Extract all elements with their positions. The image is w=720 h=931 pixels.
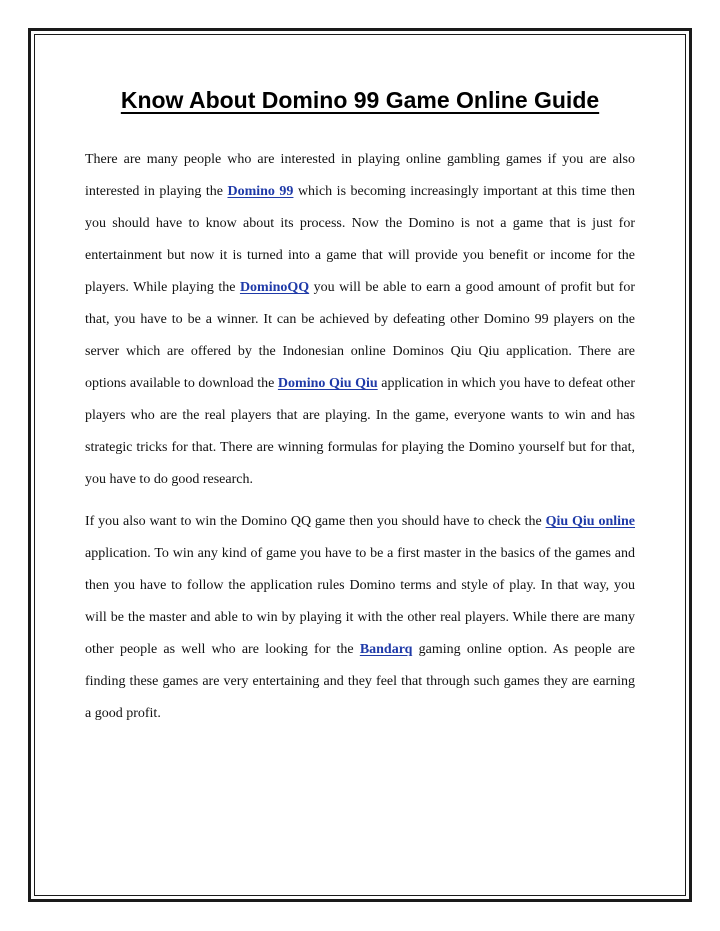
domino-99-link[interactable]: Domino 99	[227, 184, 294, 199]
paragraph-1	[85, 144, 635, 496]
paragraph-1-text-1: There are many people who are interested in playing online gambling games if you are also interested in playing the	[85, 152, 635, 199]
paragraph-2-text-1: If you also want to win the Domino QQ game then you should have to check the	[85, 514, 546, 529]
qiu-qiu-online-link[interactable]: Qiu Qiu online	[545, 514, 636, 529]
document-title: Know About Domino 99 Game Online Guide	[120, 87, 600, 113]
domino-qiu-qiu-link[interactable]: Domino Qiu Qiu	[277, 376, 378, 391]
paragraph-1-text-2: which is becoming increasingly important at this time then you should have to know about its process. Now the Domino is not a game that is just for entertainment but now it is turned into a game that will provide you benefit or income for the players. While playing the	[85, 184, 635, 295]
paragraph-2-text-2: application. To win any kind of game you have to be a first master in the basics of the games and then you have to follow the application rules Domino terms and style of play. In that way, you will be the master and able to win by playing it with the other real players. While there are many other people as well who are looking for the	[85, 546, 635, 657]
document-body	[85, 82, 635, 740]
bandarq-link[interactable]: Bandarq	[359, 642, 413, 657]
dominoqq-link[interactable]: DominoQQ	[239, 280, 310, 295]
paragraph-2-text-3: gaming online option. As people are finding these games are very entertaining and they feel that through such games they are earning a good profit.	[85, 642, 635, 721]
paragraph-1-text-4: application in which you have to defeat other players who are the real players that are playing. In the game, everyone wants to win and has strategic tricks for that. There are winning formulas for playing the Domino yourself but for that, you have to do good research.	[85, 376, 635, 487]
paragraph-2	[85, 506, 635, 730]
paragraph-1-text-3: you will be able to earn a good amount of profit but for that, you have to be a winner. It can be achieved by defeating other Domino 99 players on the server which are offered by the Indonesian online Dominos Qiu Qiu application. There are options available to download the	[85, 280, 635, 391]
